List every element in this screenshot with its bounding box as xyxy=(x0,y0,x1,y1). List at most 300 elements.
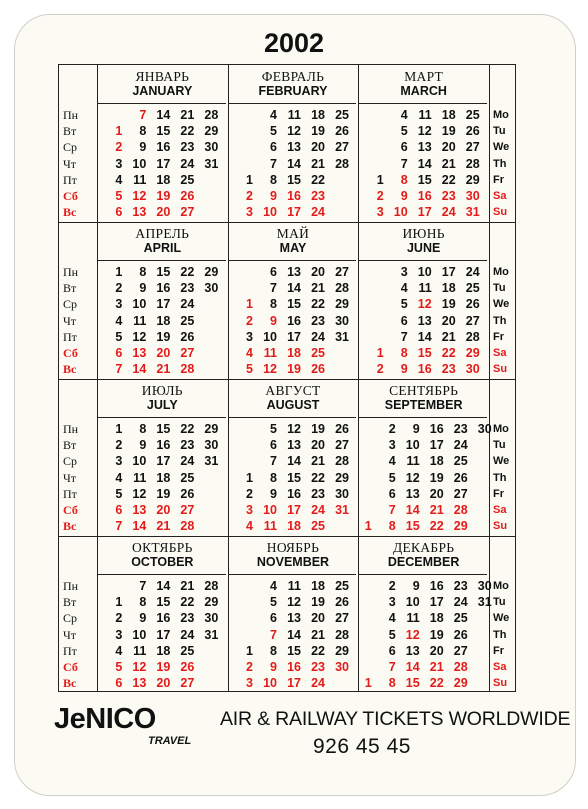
day-number xyxy=(325,361,349,377)
day-number: 29 xyxy=(204,124,219,139)
day-number: 6 xyxy=(115,676,123,691)
day-number xyxy=(360,139,384,155)
day-number xyxy=(468,502,492,518)
month-name-en: APRIL xyxy=(143,241,182,255)
day-number: 12 xyxy=(417,297,432,312)
day-number: 28 xyxy=(335,627,349,642)
day-number: 9 xyxy=(412,422,420,436)
day-number: 17 xyxy=(287,329,301,344)
day-number: 9 xyxy=(139,281,147,296)
month-block-april xyxy=(97,222,228,379)
weekday-label-ru: Сб xyxy=(63,659,78,674)
day-number: 7 xyxy=(270,454,277,469)
day-number: 21 xyxy=(429,659,444,674)
day-number: 6 xyxy=(115,345,123,360)
day-number: 14 xyxy=(287,156,301,171)
weekday-label-en: Mo xyxy=(493,109,509,121)
month-name-ru: НОЯБРЬ xyxy=(266,540,320,555)
day-number: 7 xyxy=(115,519,123,534)
week-column xyxy=(301,578,325,691)
day-number: 26 xyxy=(465,297,480,312)
weekday-label-ru: Сб xyxy=(63,502,78,517)
day-number: 26 xyxy=(180,188,195,203)
day-number: 17 xyxy=(287,502,301,517)
day-number: 13 xyxy=(287,438,301,453)
day-number: 4 xyxy=(388,454,396,469)
day-number: 13 xyxy=(405,643,420,658)
day-number xyxy=(348,643,372,659)
day-number: 26 xyxy=(180,329,195,344)
day-number: 20 xyxy=(441,140,456,155)
day-number: 8 xyxy=(388,519,396,534)
day-number: 7 xyxy=(400,156,408,171)
day-number xyxy=(468,643,492,659)
day-number: 12 xyxy=(287,422,301,436)
day-number: 18 xyxy=(156,172,171,187)
week-column xyxy=(420,578,444,691)
day-number: 3 xyxy=(246,205,253,220)
day-number: 6 xyxy=(270,140,277,155)
day-number: 2 xyxy=(388,579,396,593)
day-number: 10 xyxy=(132,627,147,642)
day-number xyxy=(468,627,492,643)
day-number xyxy=(348,470,372,486)
weekday-label-ru: Чт xyxy=(63,156,77,171)
day-number xyxy=(468,486,492,502)
day-number: 1 xyxy=(246,172,253,187)
day-number: 18 xyxy=(429,611,444,626)
week-column xyxy=(396,578,420,691)
day-number: 22 xyxy=(311,643,325,658)
day-number: 11 xyxy=(406,454,420,469)
day-number: 9 xyxy=(139,611,147,626)
day-number xyxy=(325,345,349,361)
weekday-label-en: Th xyxy=(493,157,507,170)
week-column xyxy=(325,421,349,534)
day-number: 12 xyxy=(132,329,147,344)
week-column xyxy=(98,578,122,691)
month-name-en: SEPTEMBER xyxy=(384,398,463,412)
month-block-august xyxy=(228,379,359,536)
week-column xyxy=(170,578,194,691)
day-number: 13 xyxy=(417,140,432,155)
weekday-labels-ru xyxy=(63,264,78,377)
day-number: 24 xyxy=(180,297,195,312)
week-column xyxy=(146,107,170,220)
day-number: 22 xyxy=(180,124,195,139)
weekday-labels-en xyxy=(493,264,509,377)
day-number: 28 xyxy=(180,519,195,534)
day-number: 20 xyxy=(429,486,444,501)
day-number xyxy=(194,172,218,188)
month-name-ru: ИЮЛЬ xyxy=(141,383,183,398)
week-column xyxy=(98,421,122,534)
day-number: 28 xyxy=(335,454,349,469)
month-block-october xyxy=(97,536,228,693)
day-number: 27 xyxy=(180,345,195,360)
week-column xyxy=(253,107,277,220)
week-column xyxy=(301,107,325,220)
day-number: 24 xyxy=(311,676,325,691)
day-number: 31 xyxy=(335,329,349,344)
day-number xyxy=(468,470,492,486)
month-block-may xyxy=(228,222,359,379)
day-number: 21 xyxy=(311,627,325,642)
day-number: 9 xyxy=(270,486,277,501)
day-number: 14 xyxy=(287,627,301,642)
weekday-labels-en xyxy=(493,578,509,691)
day-number: 4 xyxy=(270,108,277,122)
day-number: 12 xyxy=(132,486,147,501)
day-number: 7 xyxy=(388,502,396,517)
day-number: 23 xyxy=(180,611,195,626)
day-number xyxy=(229,594,253,610)
day-number: 22 xyxy=(180,595,195,610)
day-number: 21 xyxy=(180,579,195,593)
day-number: 11 xyxy=(287,108,301,122)
day-number: 19 xyxy=(311,595,325,610)
day-number xyxy=(468,453,492,469)
day-number xyxy=(468,675,492,691)
day-number: 8 xyxy=(139,595,147,610)
day-number: 15 xyxy=(156,595,171,610)
day-number: 12 xyxy=(263,362,277,377)
day-number: 16 xyxy=(287,188,301,203)
day-number: 10 xyxy=(405,438,420,453)
day-number: 7 xyxy=(139,108,147,122)
day-number xyxy=(348,627,372,643)
day-number xyxy=(194,345,218,361)
weekday-label-en: Fr xyxy=(493,173,504,186)
weekday-label-ru: Пт xyxy=(63,329,77,344)
day-number: 14 xyxy=(405,659,420,674)
day-number: 6 xyxy=(270,265,277,279)
day-number: 19 xyxy=(311,422,325,436)
day-number: 31 xyxy=(204,454,219,469)
weekday-label-ru: Чт xyxy=(63,627,77,642)
weekday-label-en: Tu xyxy=(493,282,506,295)
month-block-march xyxy=(358,65,489,222)
week-column xyxy=(468,421,492,534)
week-column xyxy=(229,578,253,691)
day-number: 15 xyxy=(417,345,432,360)
day-number xyxy=(229,107,253,123)
day-number: 5 xyxy=(400,124,408,139)
day-number: 26 xyxy=(465,124,480,139)
day-number: 26 xyxy=(180,659,195,674)
day-number xyxy=(194,659,218,675)
day-number: 22 xyxy=(311,172,325,187)
tagline: AIR & RAILWAY TICKETS WORLDWIDE xyxy=(220,708,571,730)
day-number: 11 xyxy=(418,281,432,296)
day-number: 26 xyxy=(311,362,325,377)
day-number: 14 xyxy=(132,362,147,377)
day-number xyxy=(348,421,372,437)
day-number: 16 xyxy=(156,140,171,155)
brand-sub: TRAVEL xyxy=(148,735,192,747)
day-number: 30 xyxy=(335,313,349,328)
day-number: 17 xyxy=(429,595,444,610)
day-number: 15 xyxy=(156,422,171,436)
week-column xyxy=(194,264,218,377)
day-number: 13 xyxy=(132,345,147,360)
day-number: 28 xyxy=(180,362,195,377)
weekday-label-en: We xyxy=(493,612,510,625)
day-number: 1 xyxy=(246,470,253,485)
day-number: 29 xyxy=(335,643,349,658)
day-number: 31 xyxy=(465,205,480,220)
day-number: 13 xyxy=(287,140,301,155)
weekday-label-ru: Вс xyxy=(63,205,77,220)
day-number: 11 xyxy=(263,345,277,360)
day-number: 14 xyxy=(405,502,420,517)
day-number xyxy=(194,361,218,377)
week-column xyxy=(444,578,468,691)
day-number: 5 xyxy=(246,362,253,377)
day-number xyxy=(348,610,372,626)
month-name-ru: ДЕКАБРЬ xyxy=(392,540,455,555)
day-number: 6 xyxy=(115,205,123,220)
month-block-november xyxy=(228,536,359,693)
day-number: 30 xyxy=(477,579,492,593)
weekday-label-en: Mo xyxy=(493,580,509,592)
week-column xyxy=(229,107,253,220)
day-number: 29 xyxy=(204,265,219,279)
day-number: 1 xyxy=(115,422,123,436)
brand-logo: JeNICO xyxy=(54,703,156,735)
day-number: 6 xyxy=(388,643,396,658)
day-number: 7 xyxy=(388,659,396,674)
weekday-label-ru: Пт xyxy=(63,172,77,187)
day-number: 30 xyxy=(204,438,219,453)
day-number: 17 xyxy=(441,265,456,279)
day-number: 28 xyxy=(453,659,468,674)
day-number: 18 xyxy=(287,519,301,534)
week-column xyxy=(384,264,408,377)
day-number: 27 xyxy=(335,140,349,155)
day-number: 10 xyxy=(263,329,277,344)
day-number: 22 xyxy=(180,265,195,279)
day-number: 29 xyxy=(204,595,219,610)
day-number: 2 xyxy=(246,486,253,501)
day-number: 2 xyxy=(246,313,253,328)
day-number: 2 xyxy=(388,422,396,436)
week-column xyxy=(432,264,456,377)
day-number: 16 xyxy=(429,579,444,593)
day-number: 17 xyxy=(156,156,171,171)
day-number: 20 xyxy=(156,345,171,360)
day-number: 26 xyxy=(453,627,468,642)
day-number xyxy=(348,502,372,518)
day-number xyxy=(348,578,372,594)
week-column xyxy=(194,421,218,534)
day-number: 23 xyxy=(441,362,456,377)
day-number: 23 xyxy=(453,579,468,593)
day-number: 14 xyxy=(156,108,171,122)
day-number: 25 xyxy=(335,579,349,593)
day-number: 4 xyxy=(115,172,123,187)
week-column xyxy=(348,421,372,534)
day-number: 9 xyxy=(270,188,277,203)
day-number xyxy=(194,518,218,534)
week-column xyxy=(456,264,480,377)
day-number xyxy=(325,172,349,188)
day-number: 23 xyxy=(180,281,195,296)
day-number: 27 xyxy=(180,205,195,220)
day-number xyxy=(360,156,384,172)
day-number: 2 xyxy=(376,362,384,377)
day-number: 19 xyxy=(156,329,171,344)
day-number: 2 xyxy=(115,611,123,626)
day-number: 20 xyxy=(311,438,325,453)
weekday-label-en: Fr xyxy=(493,487,504,500)
weekday-label-ru: Ср xyxy=(63,611,78,626)
day-number xyxy=(194,675,218,691)
day-number: 23 xyxy=(311,313,325,328)
month-block-february xyxy=(228,65,359,222)
day-number: 4 xyxy=(270,579,277,593)
day-number xyxy=(348,486,372,502)
day-number: 1 xyxy=(246,297,253,312)
day-number: 17 xyxy=(417,205,432,220)
day-number: 30 xyxy=(477,422,492,436)
day-number: 19 xyxy=(156,659,171,674)
day-number: 23 xyxy=(311,188,325,203)
day-number: 6 xyxy=(270,438,277,453)
weekday-label-en: Th xyxy=(493,628,507,641)
day-number: 11 xyxy=(287,579,301,593)
month-name-ru: ИЮНЬ xyxy=(402,226,445,241)
day-number: 14 xyxy=(132,519,147,534)
week-column xyxy=(146,421,170,534)
day-number xyxy=(194,470,218,486)
day-number: 13 xyxy=(287,265,301,279)
month-name-ru: ОКТЯБРЬ xyxy=(132,540,193,555)
day-number: 12 xyxy=(132,188,147,203)
weekday-label-en: Mo xyxy=(493,266,509,278)
day-number: 13 xyxy=(132,676,147,691)
day-number: 15 xyxy=(287,172,301,187)
day-number: 25 xyxy=(180,313,195,328)
week-column xyxy=(194,578,218,691)
day-number: 11 xyxy=(406,611,420,626)
day-number: 5 xyxy=(115,188,123,203)
day-number: 25 xyxy=(180,172,195,187)
day-number xyxy=(194,296,218,312)
day-number: 12 xyxy=(405,470,420,485)
day-number: 2 xyxy=(246,659,253,674)
week-column xyxy=(456,107,480,220)
day-number: 19 xyxy=(287,362,301,377)
weekday-labels-ru xyxy=(63,578,78,691)
month-block-september xyxy=(358,379,492,536)
day-number: 19 xyxy=(156,188,171,203)
day-number: 10 xyxy=(393,205,408,220)
week-column xyxy=(229,264,253,377)
day-number: 14 xyxy=(417,156,432,171)
day-number xyxy=(325,518,349,534)
week-column xyxy=(384,107,408,220)
day-number: 16 xyxy=(417,362,432,377)
day-number: 16 xyxy=(287,313,301,328)
month-name-en: DECEMBER xyxy=(387,555,460,569)
day-number: 1 xyxy=(376,172,384,187)
day-number: 3 xyxy=(246,329,253,344)
day-number: 21 xyxy=(180,108,195,122)
day-number xyxy=(348,659,372,675)
day-number: 25 xyxy=(465,108,480,122)
day-number: 9 xyxy=(412,579,420,593)
weekday-label-ru: Вт xyxy=(63,281,77,296)
day-number: 10 xyxy=(132,156,147,171)
day-number: 27 xyxy=(335,611,349,626)
month-name-en: OCTOBER xyxy=(131,555,194,569)
day-number: 27 xyxy=(465,140,480,155)
day-number: 25 xyxy=(453,611,468,626)
month-name-ru: СЕНТЯБРЬ xyxy=(389,383,459,398)
day-number: 19 xyxy=(429,627,444,642)
weekday-label-ru: Чт xyxy=(63,313,77,328)
day-number xyxy=(229,578,253,594)
day-number: 1 xyxy=(115,595,123,610)
day-number: 22 xyxy=(441,172,456,187)
day-number: 10 xyxy=(263,205,277,220)
week-column xyxy=(170,264,194,377)
day-number: 16 xyxy=(429,422,444,436)
week-column xyxy=(432,107,456,220)
day-number: 23 xyxy=(180,140,195,155)
day-number: 22 xyxy=(429,676,444,691)
weekday-label-ru: Сб xyxy=(63,188,78,203)
day-number: 25 xyxy=(465,281,480,296)
day-number: 30 xyxy=(204,611,219,626)
day-number: 5 xyxy=(270,595,277,610)
day-number: 18 xyxy=(287,345,301,360)
day-number: 4 xyxy=(115,470,123,485)
day-number: 29 xyxy=(465,172,480,187)
day-number: 21 xyxy=(311,281,325,296)
day-number: 18 xyxy=(441,108,456,122)
day-number: 29 xyxy=(335,297,349,312)
day-number xyxy=(325,204,349,220)
day-number: 9 xyxy=(400,362,408,377)
week-column xyxy=(253,264,277,377)
day-number xyxy=(348,437,372,453)
day-number: 29 xyxy=(465,345,480,360)
weekday-label-ru: Вт xyxy=(63,438,77,453)
week-column xyxy=(253,578,277,691)
day-number: 28 xyxy=(335,281,349,296)
day-number: 22 xyxy=(311,297,325,312)
day-number: 12 xyxy=(405,627,420,642)
day-number: 30 xyxy=(465,188,480,203)
week-column xyxy=(146,578,170,691)
day-number: 19 xyxy=(441,124,456,139)
day-number: 30 xyxy=(335,659,349,674)
day-number: 25 xyxy=(311,519,325,534)
day-number: 18 xyxy=(441,281,456,296)
day-number: 1 xyxy=(364,676,372,691)
day-number xyxy=(360,264,384,280)
day-number: 31 xyxy=(477,595,492,610)
day-number: 7 xyxy=(270,281,277,296)
week-column xyxy=(277,578,301,691)
week-column xyxy=(372,421,396,534)
weekday-label-ru: Пн xyxy=(63,422,79,436)
day-number: 1 xyxy=(246,643,253,658)
day-number: 6 xyxy=(400,313,408,328)
day-number xyxy=(229,610,253,626)
